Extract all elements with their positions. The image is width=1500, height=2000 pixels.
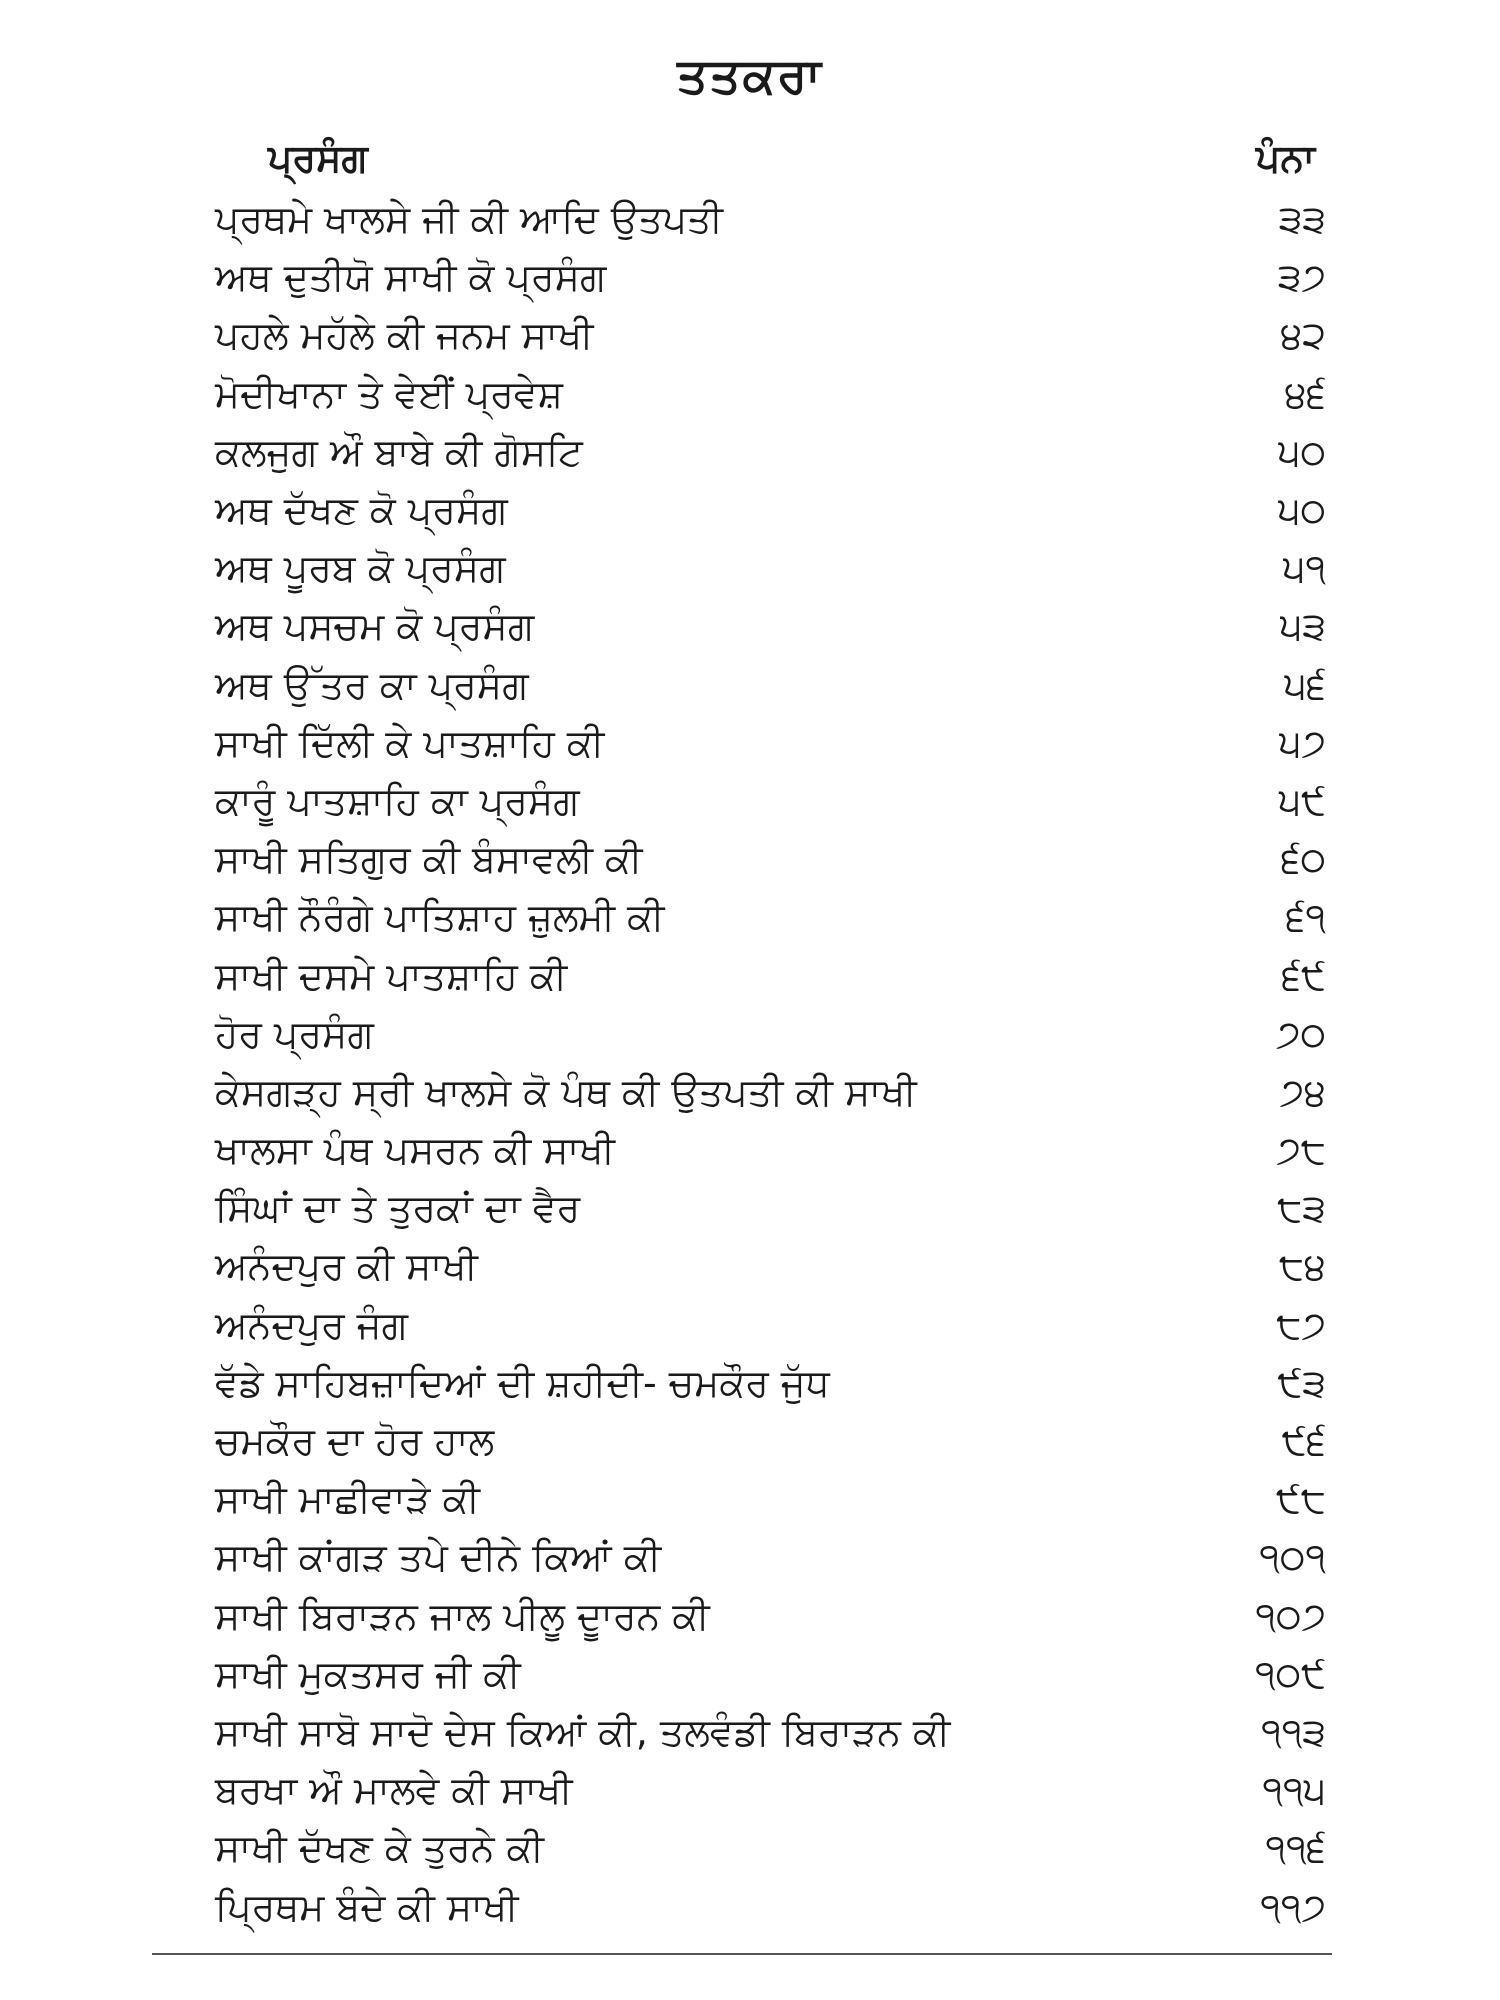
toc-entry-page-number: ੯੩ [1277,1360,1326,1405]
toc-entry-page-number: ੫੭ [1279,720,1326,765]
toc-entry [215,1121,1330,1179]
toc-entry-page-number: ੬੯ [1281,953,1326,998]
toc-entry-topic: ਕਲਜੁਗ ਔ ਬਾਬੇ ਕੀ ਗੋਸਟਿ [215,429,583,474]
toc-entry-page-number: ੬੧ [1286,895,1326,940]
toc-entry-topic: ਵੱਡੇ ਸਾਹਿਬਜ਼ਾਦਿਆਂ ਦੀ ਸ਼ਹੀਦੀ- ਚਮਕੌਰ ਜੁੱਧ [215,1360,830,1405]
toc-entry-page-number: ੫੯ [1278,778,1326,823]
toc-entry-topic: ਖਾਲਸਾ ਪੰਥ ਪਸਰਨ ਕੀ ਸਾਖੀ [215,1128,615,1173]
toc-entry-page-number: ੩੭ [1277,255,1326,300]
toc-entry-topic: ਪ੍ਰਥਮੇ ਖਾਲਸੇ ਜੀ ਕੀ ਆਦਿ ਉਤਪਤੀ [215,197,723,242]
toc-entry-topic: ਬਰਖਾ ਔ ਮਾਲਵੇ ਕੀ ਸਾਖੀ [215,1768,573,1813]
toc-entry [215,306,1330,364]
toc-entry [215,423,1330,481]
toc-entry-topic: ਕੇਸਗੜ੍ਹ ਸ੍ਰੀ ਖਾਲਸੇ ਕੋ ਪੰਥ ਕੀ ਉਤਪਤੀ ਕੀ ਸਾਖੀ [215,1069,917,1114]
toc-entry-page-number: ੮੪ [1278,1244,1326,1289]
toc-entry-topic: ਸਾਖੀ ਨੌਰੰਗੇ ਪਾਤਿਸ਼ਾਹ ਜ਼ੁਲਮੀ ਕੀ [215,895,665,940]
toc-entry-page-number: ੫੦ [1278,429,1326,474]
column-header-topic: ਪ੍ਰਸੰਗ [268,136,368,180]
toc-entry [215,481,1330,539]
toc-entry [215,597,1330,655]
toc-entry [215,1703,1330,1761]
toc-entry-page-number: ੫੦ [1278,488,1326,533]
toc-entry [215,539,1330,597]
toc-entry [215,946,1330,1004]
toc-entry-topic: ਅਨੰਦਪੁਰ ਜੰਗ [215,1302,408,1347]
toc-entry-topic: ਸਾਖੀ ਬਿਰਾੜਨ ਜਾਲ ਪੀਲੂ ਦੂਾਰਨ ਕੀ [215,1593,710,1638]
page-title: ਤਤਕਰਾ [677,48,823,104]
toc-entry-page-number: ੧੧੩ [1261,1709,1326,1754]
toc-entry [215,888,1330,946]
toc-entry-topic: ਅਨੰਦਪੁਰ ਕੀ ਸਾਖੀ [215,1244,478,1289]
toc-entry [215,248,1330,306]
toc-entry-page-number: ੧੦੯ [1254,1651,1326,1696]
column-header-page: ਪੰਨਾ [1255,136,1315,180]
toc-entry [215,1063,1330,1121]
toc-entry-page-number: ੧੧੫ [1262,1768,1326,1813]
toc-entry [215,1819,1330,1877]
toc-entry-topic: ਸਾਖੀ ਸਾਬੋ ਸਾਦੋ ਦੇਸ ਕਿਆਂ ਕੀ, ਤਲਵੰਡੀ ਬਿਰਾੜਨ ਕੀ [215,1709,951,1754]
toc-entry-page-number: ੪੨ [1280,313,1326,358]
toc-entry-topic: ਮੋਦੀਖਾਨਾ ਤੇ ਵੇਈਂ ਪ੍ਰਵੇਸ਼ [215,371,563,416]
toc-entry-page-number: ੯੬ [1281,1419,1326,1464]
toc-list [215,190,1330,1936]
toc-entry-topic: ਹੋਰ ਪ੍ਰਸੰਗ [215,1011,374,1056]
toc-entry-topic: ਚਮਕੌਰ ਦਾ ਹੋਰ ਹਾਲ [215,1419,495,1464]
toc-entry-page-number: ੪੬ [1284,371,1326,416]
toc-entry [215,714,1330,772]
toc-entry-topic: ਅਥ ਦੱਖਣ ਕੋ ਪ੍ਰਸੰਗ [215,488,508,533]
toc-entry-page-number: ੮੩ [1277,1186,1326,1231]
toc-entry-page-number: ੭੮ [1276,1128,1326,1173]
toc-entry-page-number: ੫੬ [1284,662,1326,707]
toc-entry [215,1645,1330,1703]
toc-entry-page-number: ੫੧ [1282,546,1326,591]
toc-entry [215,1354,1330,1412]
toc-entry [215,365,1330,423]
toc-entry [215,190,1330,248]
toc-entry [215,1005,1330,1063]
toc-entry-topic: ਪਹਲੇ ਮਹੱਲੇ ਕੀ ਜਨਮ ਸਾਖੀ [215,313,594,358]
toc-entry-topic: ਸਾਖੀ ਮੁਕਤਸਰ ਜੀ ਕੀ [215,1651,521,1696]
toc-entry-topic: ਸਾਖੀ ਕਾਂਗੜ ਤਪੇ ਦੀਨੇ ਕਿਆਂ ਕੀ [215,1535,662,1580]
toc-entry [215,656,1330,714]
toc-entry [215,772,1330,830]
toc-entry [215,1761,1330,1819]
toc-entry [215,1587,1330,1645]
toc-entry-topic: ਅਥ ਪੂਰਬ ਕੋ ਪ੍ਰਸੰਗ [215,546,506,591]
toc-entry [215,1237,1330,1295]
toc-entry-topic: ਪ੍ਰਿਥਮ ਬੰਦੇ ਕੀ ਸਾਖੀ [215,1884,519,1929]
toc-entry-topic: ਸਾਖੀ ਦੱਖਣ ਕੇ ਤੁਰਨੇ ਕੀ [215,1826,544,1871]
toc-entry-page-number: ੧੦੭ [1255,1593,1326,1638]
toc-entry-topic: ਸਿੰਘਾਂ ਦਾ ਤੇ ਤੁਰਕਾਂ ਦਾ ਵੈਰ [215,1186,581,1231]
bottom-rule [152,1953,1332,1955]
toc-entry [215,1412,1330,1470]
toc-entry-topic: ਸਾਖੀ ਦਸਮੇ ਪਾਤਸ਼ਾਹਿ ਕੀ [215,953,568,998]
toc-entry-page-number: ੬੦ [1281,837,1326,882]
toc-entry [215,1179,1330,1237]
toc-entry-topic: ਸਾਖੀ ਦਿੱਲੀ ਕੇ ਪਾਤਸ਼ਾਹਿ ਕੀ [215,720,605,765]
toc-entry-topic: ਕਾਰੂੰ ਪਾਤਸ਼ਾਹਿ ਕਾ ਪ੍ਰਸੰਗ [215,778,580,823]
toc-entry-topic: ਅਥ ਦੁਤੀਯੋ ਸਾਖੀ ਕੋ ਪ੍ਰਸੰਗ [215,255,607,300]
toc-entry-page-number: ੮੭ [1276,1302,1326,1347]
toc-entry-page-number: ੧੦੧ [1259,1535,1326,1580]
toc-entry-page-number: ੧੧੭ [1260,1884,1326,1929]
toc-entry [215,1296,1330,1354]
toc-entry [215,1528,1330,1586]
toc-entry-topic: ਅਥ ਉੱਤਰ ਕਾ ਪ੍ਰਸੰਗ [215,662,529,707]
toc-entry [215,1470,1330,1528]
toc-entry-page-number: ੯੮ [1275,1477,1326,1522]
toc-entry-page-number: ੧੧੬ [1265,1826,1326,1871]
toc-entry [215,830,1330,888]
toc-entry-topic: ਸਾਖੀ ਮਾਛੀਵਾੜੇ ਕੀ [215,1477,480,1522]
toc-entry-topic: ਸਾਖੀ ਸਤਿਗੁਰ ਕੀ ਬੰਸਾਵਲੀ ਕੀ [215,837,643,882]
toc-entry-page-number: ੭੦ [1275,1011,1326,1056]
toc-entry [215,1877,1330,1935]
toc-entry-page-number: ੭੪ [1279,1069,1326,1114]
toc-entry-page-number: ੩੩ [1278,197,1326,242]
toc-entry-page-number: ੫੩ [1279,604,1326,649]
toc-entry-topic: ਅਥ ਪਸਚਮ ਕੋ ਪ੍ਰਸੰਗ [215,604,535,649]
